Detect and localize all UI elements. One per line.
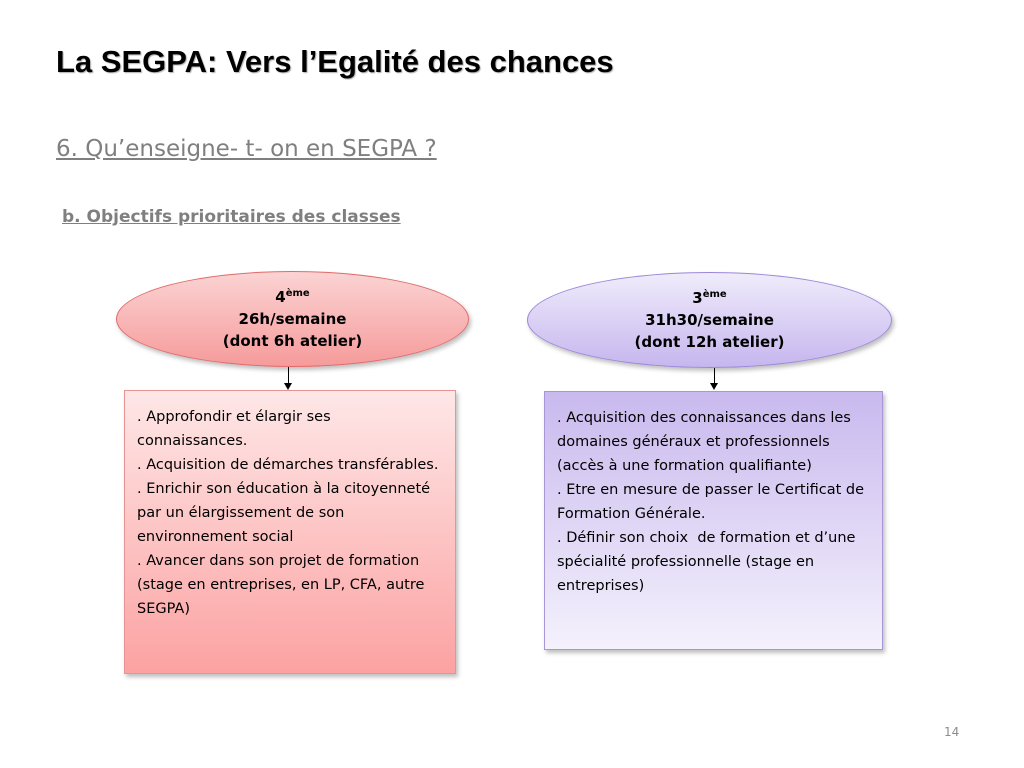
class-4eme-hours: 26h/semaine: [238, 310, 347, 328]
objective-item: . Acquisition des connaissances dans les domaines généraux et professionnels (accès à une formation qualifiante): [557, 410, 856, 474]
class-4eme-ellipse: [116, 271, 469, 367]
section-heading: b. Objectifs prioritaires des classes: [62, 207, 401, 227]
objectives-3eme-box: [544, 391, 883, 650]
arrowhead-4eme: [284, 383, 292, 390]
connector-4eme: [288, 367, 289, 384]
objective-item: . Définir son choix de formation et d’une spécialité professionnelle (stage en entreprises): [557, 530, 861, 594]
arrowhead-3eme: [710, 383, 718, 390]
class-4eme-level: 4ème: [275, 288, 310, 306]
objective-item: . Etre en mesure de passer le Certificat de Formation Générale.: [557, 482, 869, 522]
class-3eme-ellipse: [527, 272, 892, 368]
objective-item: . Avancer dans son projet de formation (stage en entreprises, en LP, CFA, autre SEGPA): [137, 553, 430, 617]
class-3eme-hours: 31h30/semaine: [645, 311, 774, 329]
objective-item: . Approfondir et élargir ses connaissances.: [137, 409, 336, 449]
objective-item: . Enrichir son éducation à la citoyenneté par un élargissement de son environnement social: [137, 481, 435, 545]
class-4eme-workshop: (dont 6h atelier): [222, 332, 363, 350]
connector-3eme: [714, 368, 715, 384]
class-3eme-level: 3ème: [692, 289, 727, 307]
slide-subtitle: 6. Qu’enseigne- t- on en SEGPA ?: [56, 136, 437, 162]
objectives-4eme-box: [124, 390, 456, 674]
slide-title: La SEGPA: Vers l’Egalité des chances: [56, 44, 614, 79]
class-3eme-workshop: (dont 12h atelier): [634, 333, 785, 351]
objective-item: . Acquisition de démarches transférables.: [137, 457, 439, 473]
page-number: 14: [944, 725, 960, 739]
